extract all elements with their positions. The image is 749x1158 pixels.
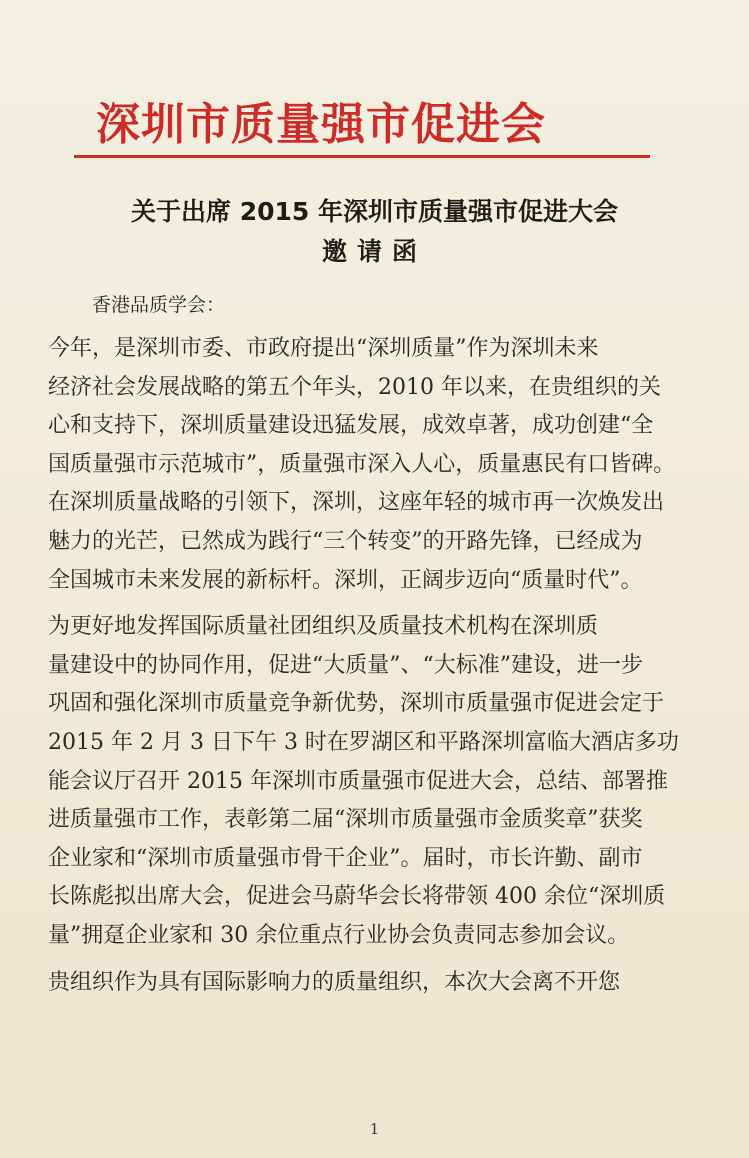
text-line: 巩固和强化深圳市质量竞争新优势，深圳市质量强市促进会定于 — [48, 691, 665, 717]
text-line: 长陈彪拟出席大会，促进会马蔚华会长将带领 400 余位“深圳质 — [48, 884, 666, 910]
text-line: 今年，是深圳市委、市政府提出“深圳质量”作为深圳未来 — [48, 336, 599, 361]
text-line: 企业家和“深圳市质量强市骨干企业”。届时，市长许勤、副市 — [48, 845, 643, 871]
text-line: 量建设中的协同作用，促进“大质量”、“大标准”建设，进一步 — [48, 652, 643, 678]
letter-body — [48, 330, 718, 1002]
paragraph-1 — [48, 330, 718, 600]
header-red-rule — [74, 155, 650, 158]
text-line: 能会议厅召开 2015 年深圳市质量强市促进大会，总结、部署推 — [48, 768, 668, 794]
paragraph-3 — [48, 964, 718, 1003]
text-line: 贵组织作为具有国际影响力的质量组织，本次大会离不开您 — [48, 969, 621, 995]
organization-header: 深圳市质量强市促进会 — [96, 99, 546, 150]
paragraph-gap — [48, 600, 718, 608]
paragraph-gap — [48, 956, 718, 964]
text-line: 国质量强市示范城市”，质量强市深入人心，质量惠民有口皆碑。 — [48, 451, 676, 477]
text-line: 2015 年 2 月 3 日下午 3 时在罗湖区和平路深圳富临大酒店多功 — [48, 729, 679, 755]
text-line: 魅力的光芒，已然成为践行“三个转变”的开路先锋，已经成为 — [48, 528, 643, 554]
salutation: 香港品质学会： — [92, 294, 226, 316]
text-line: 全国城市未来发展的新标杆。深圳，正阔步迈向“质量时代”。 — [48, 567, 643, 593]
page-number: 1 — [369, 1120, 380, 1138]
text-line: 为更好地发挥国际质量社团组织及质量技术机构在深圳质 — [48, 614, 599, 640]
document-title-line2: 邀请函 — [321, 237, 427, 266]
document-title-line1: 关于出席 2015 年深圳市质量强市促进大会 — [131, 197, 618, 226]
text-line: 量”拥趸企业家和 30 余位重点行业协会负责同志参加会议。 — [48, 922, 630, 948]
text-line: 进质量强市工作，表彰第二届“深圳市质量强市金质奖章”获奖 — [48, 807, 643, 833]
paragraph-2 — [48, 608, 718, 955]
text-line: 心和支持下，深圳质量建设迅猛发展，成效卓著，成功创建“全 — [48, 413, 654, 439]
text-line: 经济社会发展战略的第五个年头，2010 年以来，在贵组织的关 — [48, 374, 661, 400]
text-line: 在深圳质量战略的引领下，深圳，这座年轻的城市再一次焕发出 — [48, 490, 665, 516]
